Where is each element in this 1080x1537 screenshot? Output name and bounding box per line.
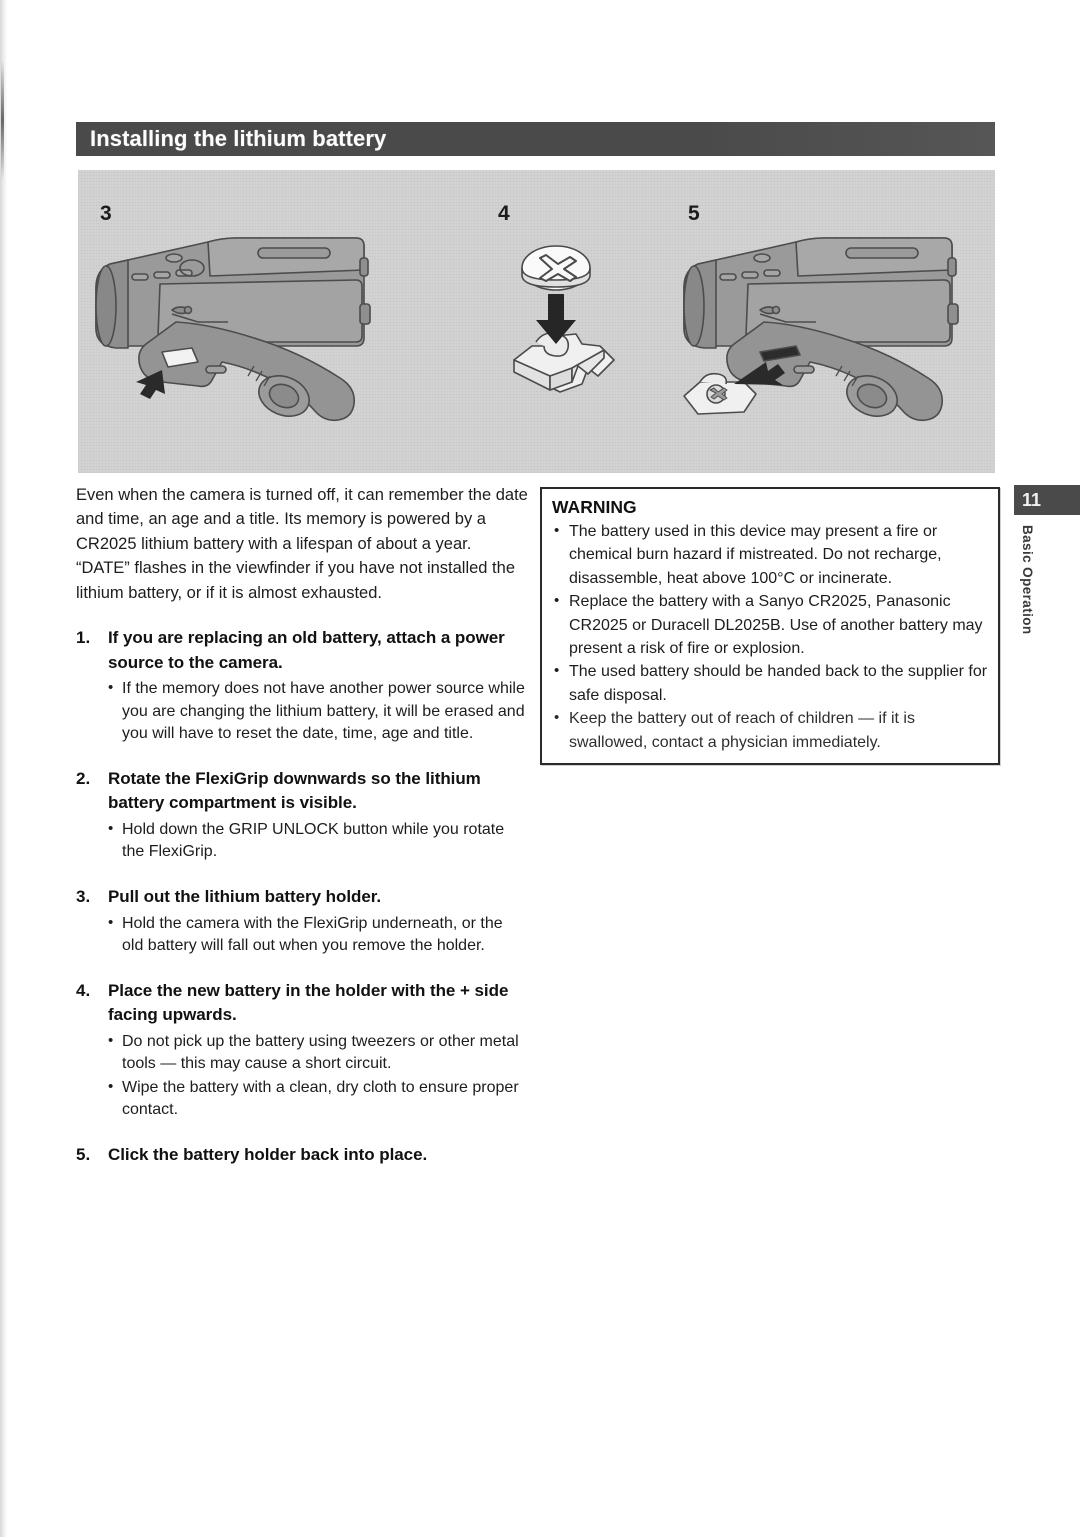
page-number: 11 (1022, 490, 1042, 510)
list-item: • Hold the camera with the FlexiGrip underneath, or the old battery will fall out when you remove the holder. (108, 913, 528, 958)
warning-title: WARNING (552, 497, 637, 517)
banner-gradient (695, 122, 995, 156)
right-column (540, 487, 1000, 765)
list-item: • Replace the battery with a Sanyo CR2025, Panasonic CR2025 or Duracell DL2025B. Use of another battery may present a risk of fire or explosion. (552, 590, 988, 660)
panel-label-4: 4 (498, 202, 510, 225)
step-1-number: 1. (76, 628, 91, 648)
camcorder-illustration-5 (676, 218, 995, 433)
list-item: • Wipe the battery with a clean, dry cloth to ensure proper contact. (108, 1077, 528, 1122)
left-column (76, 483, 528, 1168)
list-item: • If the memory does not have another power source while you are changing the lithium battery, it will be erased and you will have to reset the date, time, age and title. (108, 678, 528, 746)
panel-label-5: 5 (688, 202, 700, 225)
step-1-bullets (108, 678, 528, 746)
section-banner (76, 122, 995, 156)
warning-box (540, 487, 1000, 765)
step-5-number: 5. (76, 1145, 91, 1165)
list-item: • The used battery should be handed back to the supplier for safe disposal. (552, 660, 988, 707)
panel-label-3: 3 (100, 202, 112, 225)
camcorder-illustration-3 (88, 218, 408, 433)
step-1-title: If you are replacing an old battery, attach a power source to the camera. (108, 628, 505, 672)
intro-text (76, 483, 528, 605)
step-3 (76, 885, 528, 958)
illustration-strip (78, 170, 995, 473)
step-2-bullets (108, 819, 528, 864)
step-1 (76, 626, 528, 746)
list-item: • Keep the battery out of reach of children — if it is swallowed, contact a physician immediately. (552, 707, 988, 754)
list-item: • The battery used in this device may present a fire or chemical burn hazard if mistreated. Do not recharge, disassemble, heat above 100°C or incinerate. (552, 520, 988, 590)
step-5-title: Click the battery holder back into place. (108, 1145, 428, 1165)
chapter-side-label: Basic Operation (1020, 525, 1035, 635)
step-3-title: Pull out the lithium battery holder. (108, 887, 382, 906)
page-number-tab (1014, 485, 1080, 515)
step-5 (76, 1143, 528, 1168)
intro-paragraph-2: “DATE” flashes in the viewfinder if you have not installed the lithium battery, or if it is almost exhausted. (76, 559, 515, 602)
list-item: • Hold down the GRIP UNLOCK button while you rotate the FlexiGrip. (108, 819, 528, 864)
step-4-bullets (108, 1031, 528, 1122)
step-2-number: 2. (76, 768, 91, 788)
step-2 (76, 767, 528, 864)
step-2-title: Rotate the FlexiGrip downwards so the lithium battery compartment is visible. (108, 768, 481, 813)
intro-paragraph-1: Even when the camera is turned off, it can remember the date and time, an age and a title. Its memory is powered by a CR2025 lithium battery with a lifespan of about a year. (76, 486, 528, 553)
step-4-title: Place the new battery in the holder with the + side facing upwards. (108, 980, 509, 1025)
step-4 (76, 979, 528, 1122)
step-4-number: 4. (76, 980, 91, 1000)
step-3-bullets (108, 913, 528, 958)
warning-list (552, 520, 988, 754)
battery-holder-illustration-4 (496, 232, 636, 422)
section-title: Installing the lithium battery (90, 126, 387, 151)
step-3-number: 3. (76, 887, 91, 906)
list-item: • Do not pick up the battery using tweezers or other metal tools — this may cause a short circuit. (108, 1031, 528, 1076)
